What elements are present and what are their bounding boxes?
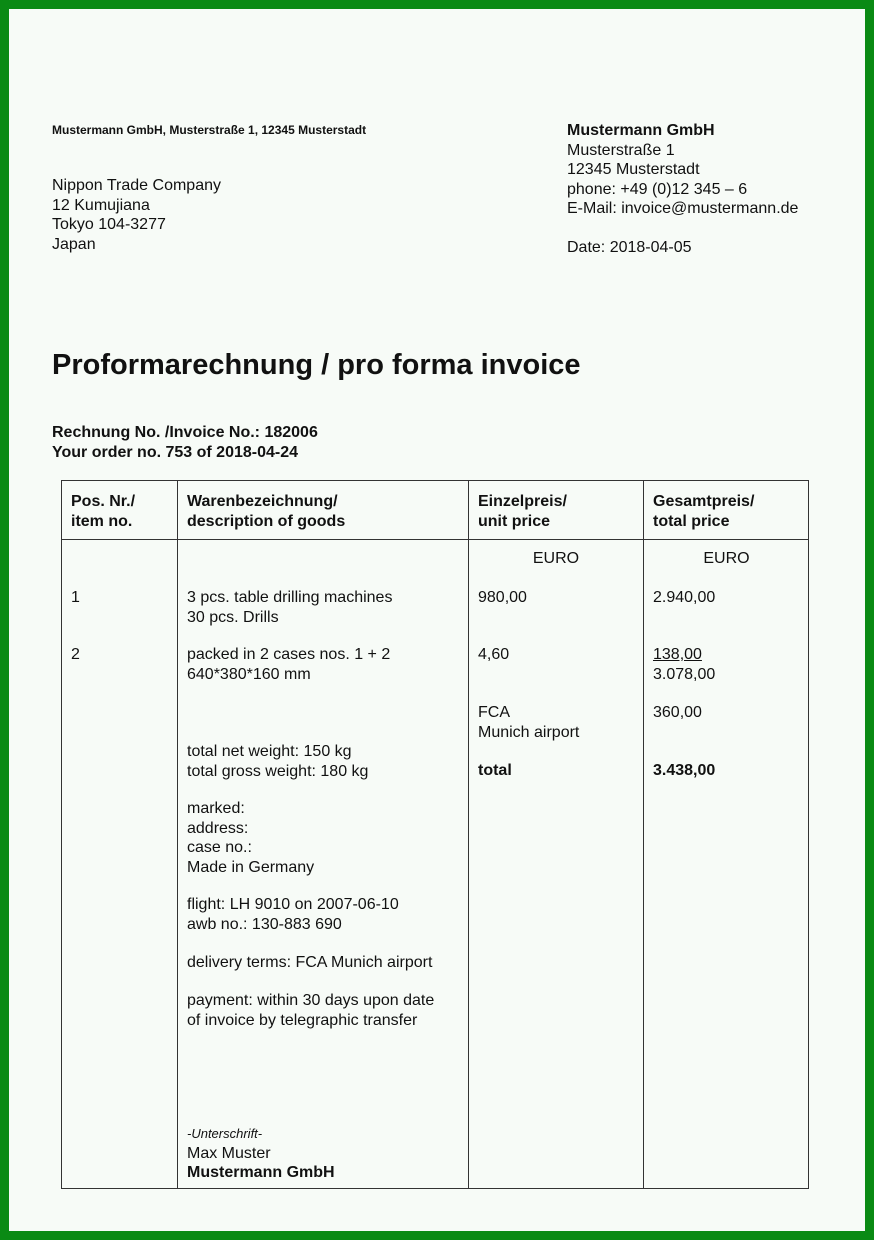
marks-line: address: <box>187 819 249 837</box>
header-total-price <box>653 492 754 531</box>
company-city: 12345 Musterstadt <box>567 161 700 178</box>
header-total-line1: Gesamtpreis/ <box>653 493 755 510</box>
header-description <box>187 492 345 531</box>
invoice-number: Rechnung No. /Invoice No.: 182006 <box>52 424 318 441</box>
company-info <box>567 121 798 258</box>
recipient-country: Japan <box>52 235 96 253</box>
total-label: total <box>478 762 512 779</box>
subtotal: 3.078,00 <box>653 665 716 683</box>
row-2-totals <box>653 645 715 684</box>
row-1-pos: 1 <box>71 589 80 606</box>
flight-line: flight: LH 9010 on 2007-06-10 <box>187 896 399 913</box>
column-divider <box>177 481 178 1188</box>
marks-line: case no.: <box>187 839 252 856</box>
signer-company: Mustermann GmbH <box>187 1164 335 1181</box>
invoice-date: Date: 2018-04-05 <box>567 239 692 256</box>
header-unit-line2: unit price <box>478 512 551 530</box>
row-2-description <box>187 645 390 684</box>
freight-label-line2: Munich airport <box>478 723 580 741</box>
row-1-desc-line2: 30 pcs. Drills <box>187 608 279 626</box>
signature-label: -Unterschrift- <box>187 1126 263 1141</box>
payment-line1: payment: within 30 days upon date <box>187 992 435 1009</box>
recipient-address <box>52 176 221 254</box>
header-unit-price <box>478 492 567 531</box>
document-title: Proformarechnung / pro forma invoice <box>52 349 581 381</box>
flight-info <box>187 895 399 934</box>
header-pos-line2: item no. <box>71 512 133 530</box>
header-pos-line1: Pos. Nr./ <box>71 493 136 510</box>
invoice-references <box>52 423 318 462</box>
currency-unit-price: EURO <box>532 550 580 567</box>
row-1-description <box>187 588 392 627</box>
shipping-marks <box>187 799 314 877</box>
row-2-unit-price: 4,60 <box>478 646 510 663</box>
marks-line: Made in Germany <box>187 858 315 876</box>
row-2-total: 138,00 <box>653 646 702 663</box>
header-total-line2: total price <box>653 512 730 530</box>
row-2-pos: 2 <box>71 646 80 663</box>
company-phone: phone: +49 (0)12 345 – 6 <box>567 180 748 198</box>
header-desc-line1: Warenbezeichnung/ <box>187 493 338 510</box>
row-1-total: 2.940,00 <box>653 589 716 606</box>
invoice-table <box>61 480 809 1189</box>
row-1-desc-line1: 3 pcs. table drilling machines <box>187 589 393 606</box>
recipient-street: 12 Kumujiana <box>52 196 150 214</box>
total-amount: 3.438,00 <box>653 762 716 779</box>
row-1-unit-price: 980,00 <box>478 589 527 606</box>
sender-return-line: Mustermann GmbH, Musterstraße 1, 12345 Musterstadt <box>52 123 367 137</box>
currency-total-price: EURO <box>703 550 750 567</box>
column-divider <box>643 481 644 1188</box>
company-name: Mustermann GmbH <box>567 122 715 139</box>
header-desc-line2: description of goods <box>187 512 346 530</box>
signer-name: Max Muster <box>187 1144 271 1162</box>
weights <box>187 742 368 781</box>
order-number: Your order no. 753 of 2018-04-24 <box>52 443 299 461</box>
header-pos <box>71 492 135 531</box>
recipient-city: Tokyo 104-3277 <box>52 216 166 233</box>
header-divider <box>62 539 808 540</box>
header-unit-line1: Einzelpreis/ <box>478 493 567 510</box>
company-street: Musterstraße 1 <box>567 141 675 159</box>
invoice-page <box>9 9 865 1231</box>
freight-label-line1: FCA <box>478 704 510 721</box>
gross-weight: total gross weight: 180 kg <box>187 762 369 780</box>
freight-amount: 360,00 <box>653 704 702 721</box>
recipient-name: Nippon Trade Company <box>52 177 221 194</box>
signature-block <box>187 1124 335 1183</box>
company-email: E-Mail: invoice@mustermann.de <box>567 200 799 217</box>
freight-label <box>478 703 579 742</box>
awb-line: awb no.: 130-883 690 <box>187 915 342 933</box>
marks-line: marked: <box>187 800 245 817</box>
row-2-desc-line2: 640*380*160 mm <box>187 665 311 683</box>
delivery-terms: delivery terms: FCA Munich airport <box>187 954 433 971</box>
column-divider <box>468 481 469 1188</box>
payment-terms <box>187 991 434 1030</box>
row-2-desc-line1: packed in 2 cases nos. 1 + 2 <box>187 646 391 663</box>
net-weight: total net weight: 150 kg <box>187 743 352 760</box>
payment-line2: of invoice by telegraphic transfer <box>187 1011 418 1029</box>
